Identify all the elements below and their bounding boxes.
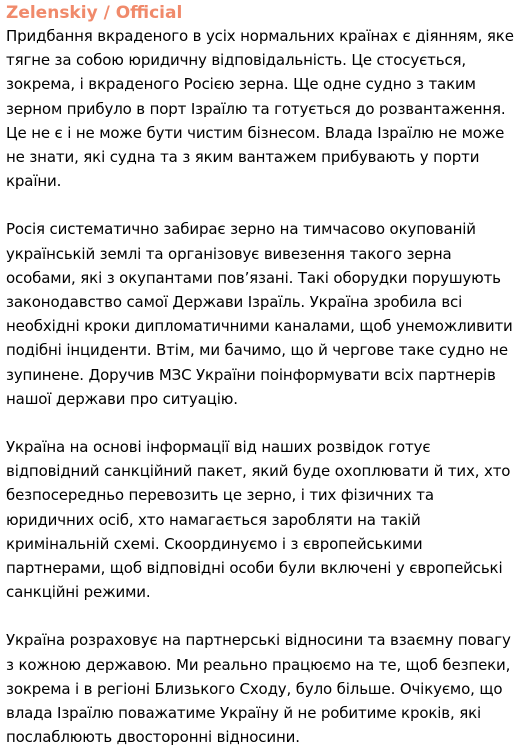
message-paragraph-2: Росія систематично забирає зерно на тимчасово окупованій українській землі та організовує вивезення такого зерна особами, які з окупантами пов’язані. Такі оборудки порушують законодавство самої Держави Ізраїль. Україна зробила всі необхідні кроки дипломатичними каналами, щоб унеможливити подібні інциденти. Втім, ми бачимо, що й чергове таке судно не зупинене. Доручив МЗС України поінформувати всіх партнерів нашої держави про ситуацію. [6, 220, 513, 408]
channel-name-link[interactable]: Zelenskiy / Official [6, 3, 183, 23]
message-paragraph-4: Україна розраховує на партнерські відносини та взаємну повагу з кожною державою. Ми реально працюємо на те, щоб безпеки, зокрема і в регіоні Близького Сходу, було більше. Очікуємо, що влада Ізраїлю поважатиме Україну й не робитиме кроків, які послаблюють двосторонні відносини. [6, 631, 511, 747]
message-text [6, 24, 516, 749]
message-paragraph-3: Україна на основі інформації від наших розвідок готує відповідний санкційний пакет, який буде охоплювати й тих, хто безпосередньо перевозить це зерно, і тих фізичних та юридичних осіб, хто намагається заробляти на такій кримінальній схемі. Скоординуємо і з європейськими партнерами, щоб відповідні особи були включені у європейські санкційні режими. [6, 438, 511, 602]
message-paragraph-1: Придбання вкраденого в усіх нормальних країнах є діянням, яке тягне за собою юридичну відповідальність. Це стосується, зокрема, і вкраденого Росією зерна. Ще одне судно з таким зерном прибуло в порт Ізраїлю та готується до розвантаження. Це не є і не може бути чистим бізнесом. Влада Ізраїлю не може не знати, які судна та з яким вантажем прибувають у порти країни. [6, 27, 514, 191]
